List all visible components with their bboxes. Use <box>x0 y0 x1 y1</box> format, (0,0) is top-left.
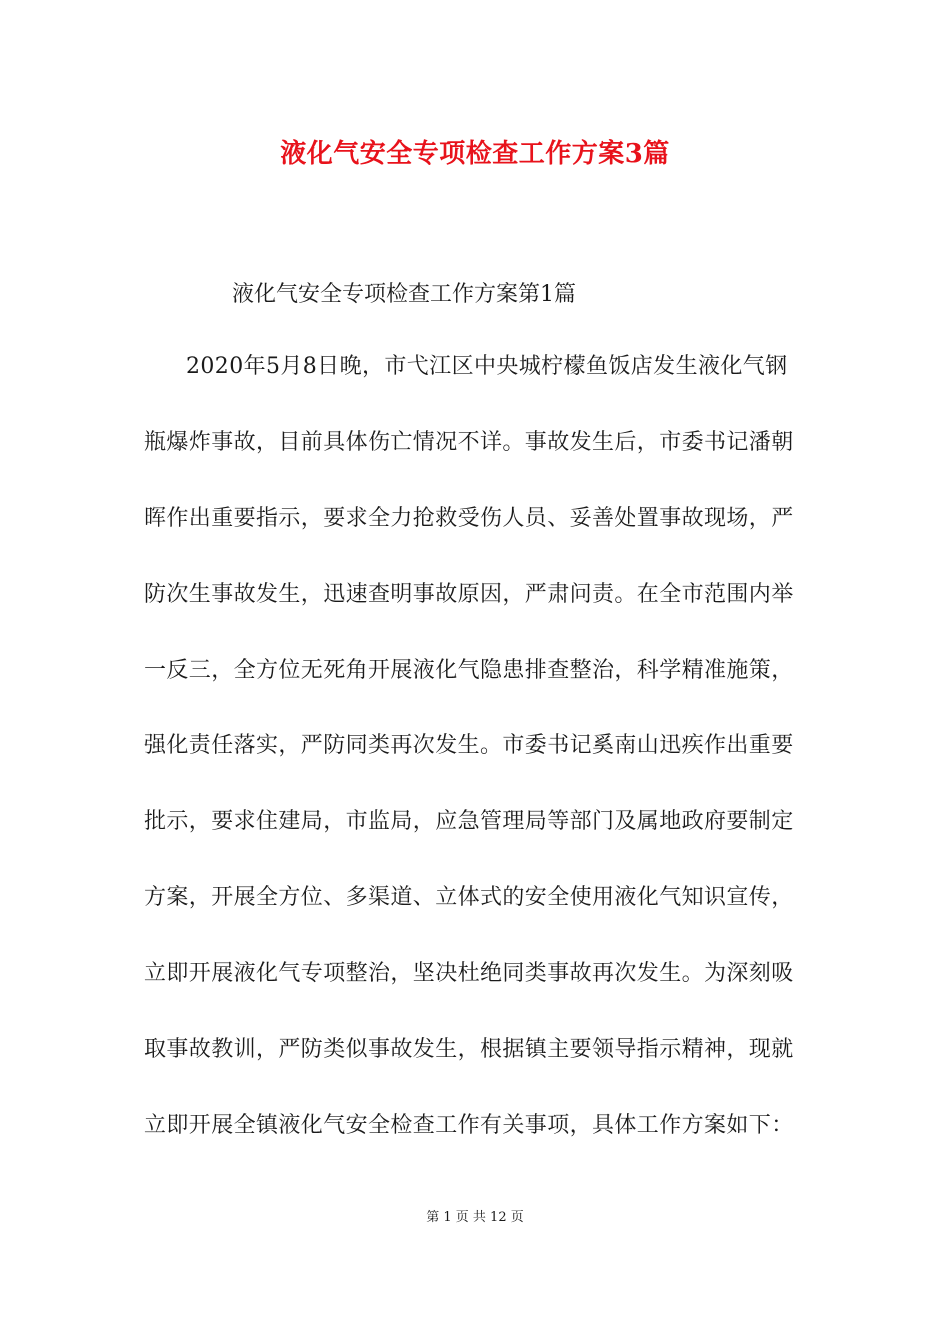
paragraph-line: 瓶爆炸事故，目前具体伤亡情况不详。事故发生后，市委书记潘朝 <box>144 430 794 455</box>
paragraph-line: 立即开展液化气专项整治，坚决杜绝同类事故再次发生。为深刻吸 <box>144 961 794 986</box>
paragraph-line: 一反三，全方位无死角开展液化气隐患排查整治，科学精准施策， <box>144 658 794 683</box>
paragraph-line: 晖作出重要指示，要求全力抢救受伤人员、妥善处置事故现场，严 <box>144 506 794 531</box>
page-footer: 第 1 页 共 12 页 <box>426 1210 524 1225</box>
paragraph-line: 防次生事故发生，迅速查明事故原因，严肃问责。在全市范围内举 <box>144 582 794 607</box>
paragraph-line: 立即开展全镇液化气安全检查工作有关事项，具体工作方案如下： <box>144 1113 794 1138</box>
paragraph-line: 强化责任落实，严防同类再次发生。市委书记奚南山迅疾作出重要 <box>144 733 794 758</box>
paragraph-line: 取事故教训，严防类似事故发生，根据镇主要领导指示精神，现就 <box>144 1037 794 1062</box>
section-heading: 液化气安全专项检查工作方案第1篇 <box>232 282 576 307</box>
paragraph-line: 方案，开展全方位、多渠道、立体式的安全使用液化气知识宣传， <box>144 885 794 910</box>
paragraph-line: 批示，要求住建局，市监局，应急管理局等部门及属地政府要制定 <box>144 809 794 834</box>
paragraph-line: 2020年5月8日晚，市弋江区中央城柠檬鱼饭店发生液化气钢 <box>186 354 788 379</box>
document-title: 液化气安全专项检查工作方案3篇 <box>280 139 670 169</box>
